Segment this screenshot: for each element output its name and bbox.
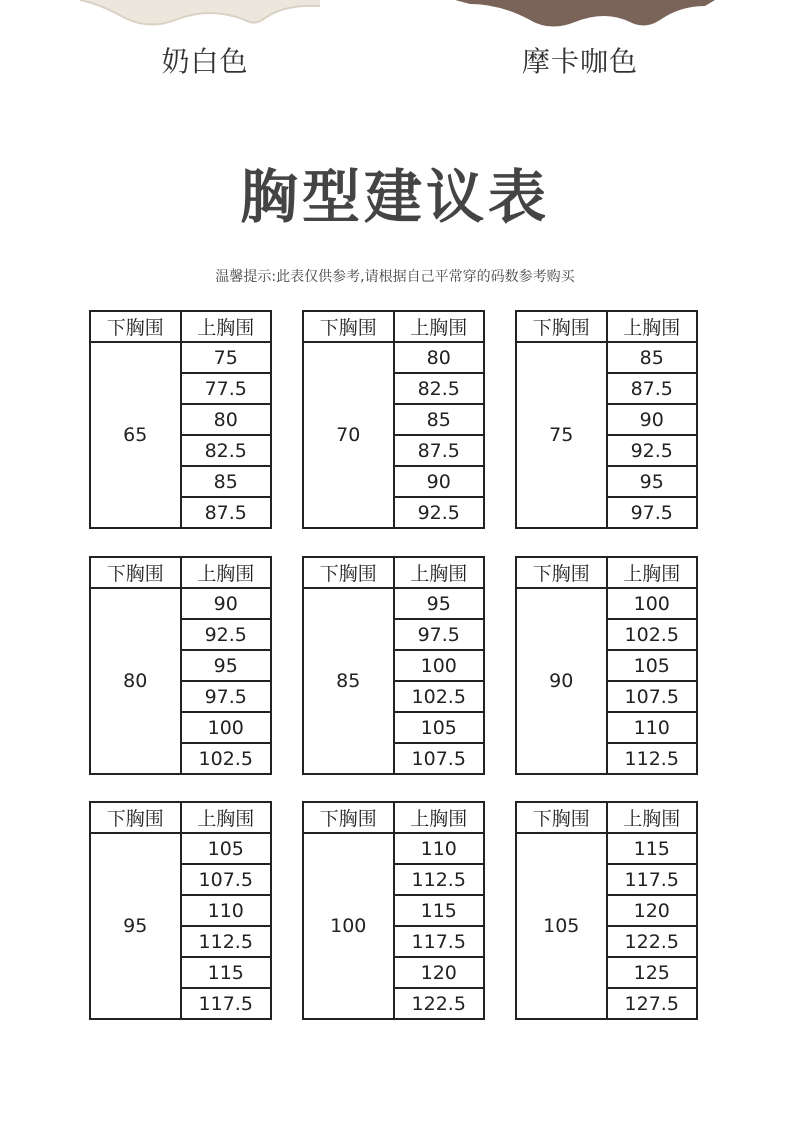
size-table bbox=[89, 310, 272, 529]
under-bust-value: 100 bbox=[303, 833, 394, 1019]
under-bust-value: 85 bbox=[303, 588, 394, 774]
table-row bbox=[303, 833, 484, 864]
header-under-bust: 下胸围 bbox=[303, 802, 394, 833]
header-upper-bust: 上胸围 bbox=[607, 802, 698, 833]
upper-bust-value: 97.5 bbox=[607, 497, 698, 528]
under-bust-value: 80 bbox=[90, 588, 181, 774]
upper-bust-value: 100 bbox=[394, 650, 485, 681]
table-row bbox=[516, 833, 697, 864]
upper-bust-value: 117.5 bbox=[394, 926, 485, 957]
mocha-swatch bbox=[455, 0, 715, 30]
header-upper-bust: 上胸围 bbox=[607, 557, 698, 588]
upper-bust-value: 92.5 bbox=[181, 619, 272, 650]
tip-text: 温馨提示:此表仅供参考,请根据自己平常穿的码数参考购买 bbox=[215, 269, 575, 285]
upper-bust-value: 107.5 bbox=[607, 681, 698, 712]
header-under-bust: 下胸围 bbox=[90, 557, 181, 588]
size-table bbox=[515, 556, 698, 775]
upper-bust-value: 105 bbox=[394, 712, 485, 743]
header-under-bust: 下胸围 bbox=[516, 311, 607, 342]
upper-bust-value: 102.5 bbox=[394, 681, 485, 712]
upper-bust-value: 90 bbox=[181, 588, 272, 619]
cream-swatch bbox=[80, 0, 320, 30]
header-upper-bust: 上胸围 bbox=[181, 311, 272, 342]
upper-bust-value: 115 bbox=[394, 895, 485, 926]
upper-bust-value: 107.5 bbox=[394, 743, 485, 774]
upper-bust-value: 115 bbox=[181, 957, 272, 988]
upper-bust-value: 110 bbox=[607, 712, 698, 743]
size-table bbox=[89, 556, 272, 775]
upper-bust-value: 87.5 bbox=[181, 497, 272, 528]
upper-bust-value: 112.5 bbox=[394, 864, 485, 895]
header-under-bust: 下胸围 bbox=[516, 557, 607, 588]
upper-bust-value: 120 bbox=[607, 895, 698, 926]
size-table bbox=[515, 801, 698, 1020]
header-upper-bust: 上胸围 bbox=[181, 802, 272, 833]
size-table bbox=[89, 801, 272, 1020]
size-table bbox=[302, 310, 485, 529]
upper-bust-value: 115 bbox=[607, 833, 698, 864]
header-under-bust: 下胸围 bbox=[90, 311, 181, 342]
header-under-bust: 下胸围 bbox=[303, 311, 394, 342]
upper-bust-value: 112.5 bbox=[181, 926, 272, 957]
header-upper-bust: 上胸围 bbox=[394, 802, 485, 833]
upper-bust-value: 80 bbox=[394, 342, 485, 373]
upper-bust-value: 92.5 bbox=[394, 497, 485, 528]
color-label-cream: 奶白色 bbox=[161, 45, 249, 78]
upper-bust-value: 97.5 bbox=[394, 619, 485, 650]
upper-bust-value: 102.5 bbox=[181, 743, 272, 774]
upper-bust-value: 82.5 bbox=[394, 373, 485, 404]
page-title: 胸型建议表 bbox=[239, 163, 550, 231]
upper-bust-value: 87.5 bbox=[394, 435, 485, 466]
table-row bbox=[90, 588, 271, 619]
table-row bbox=[516, 342, 697, 373]
table-row bbox=[516, 588, 697, 619]
header-upper-bust: 上胸围 bbox=[394, 557, 485, 588]
upper-bust-value: 112.5 bbox=[607, 743, 698, 774]
upper-bust-value: 92.5 bbox=[607, 435, 698, 466]
under-bust-value: 95 bbox=[90, 833, 181, 1019]
upper-bust-value: 77.5 bbox=[181, 373, 272, 404]
table-row bbox=[303, 588, 484, 619]
under-bust-value: 65 bbox=[90, 342, 181, 528]
size-table bbox=[515, 310, 698, 529]
table-row bbox=[90, 342, 271, 373]
upper-bust-value: 90 bbox=[394, 466, 485, 497]
upper-bust-value: 95 bbox=[394, 588, 485, 619]
upper-bust-value: 102.5 bbox=[607, 619, 698, 650]
under-bust-value: 105 bbox=[516, 833, 607, 1019]
upper-bust-value: 90 bbox=[607, 404, 698, 435]
under-bust-value: 75 bbox=[516, 342, 607, 528]
header-upper-bust: 上胸围 bbox=[394, 311, 485, 342]
header-under-bust: 下胸围 bbox=[516, 802, 607, 833]
upper-bust-value: 125 bbox=[607, 957, 698, 988]
header-upper-bust: 上胸围 bbox=[181, 557, 272, 588]
upper-bust-value: 85 bbox=[181, 466, 272, 497]
under-bust-value: 90 bbox=[516, 588, 607, 774]
upper-bust-value: 95 bbox=[607, 466, 698, 497]
table-row bbox=[90, 833, 271, 864]
upper-bust-value: 105 bbox=[181, 833, 272, 864]
upper-bust-value: 80 bbox=[181, 404, 272, 435]
upper-bust-value: 122.5 bbox=[394, 988, 485, 1019]
upper-bust-value: 127.5 bbox=[607, 988, 698, 1019]
upper-bust-value: 122.5 bbox=[607, 926, 698, 957]
upper-bust-value: 97.5 bbox=[181, 681, 272, 712]
upper-bust-value: 95 bbox=[181, 650, 272, 681]
upper-bust-value: 100 bbox=[607, 588, 698, 619]
header-under-bust: 下胸围 bbox=[303, 557, 394, 588]
upper-bust-value: 82.5 bbox=[181, 435, 272, 466]
size-table bbox=[302, 801, 485, 1020]
upper-bust-value: 117.5 bbox=[607, 864, 698, 895]
upper-bust-value: 87.5 bbox=[607, 373, 698, 404]
upper-bust-value: 85 bbox=[394, 404, 485, 435]
upper-bust-value: 105 bbox=[607, 650, 698, 681]
header-under-bust: 下胸围 bbox=[90, 802, 181, 833]
upper-bust-value: 110 bbox=[181, 895, 272, 926]
upper-bust-value: 85 bbox=[607, 342, 698, 373]
upper-bust-value: 75 bbox=[181, 342, 272, 373]
upper-bust-value: 100 bbox=[181, 712, 272, 743]
header-upper-bust: 上胸围 bbox=[607, 311, 698, 342]
size-table bbox=[302, 556, 485, 775]
upper-bust-value: 110 bbox=[394, 833, 485, 864]
upper-bust-value: 117.5 bbox=[181, 988, 272, 1019]
upper-bust-value: 120 bbox=[394, 957, 485, 988]
upper-bust-value: 107.5 bbox=[181, 864, 272, 895]
under-bust-value: 70 bbox=[303, 342, 394, 528]
color-label-mocha: 摩卡咖色 bbox=[521, 45, 638, 78]
table-row bbox=[303, 342, 484, 373]
